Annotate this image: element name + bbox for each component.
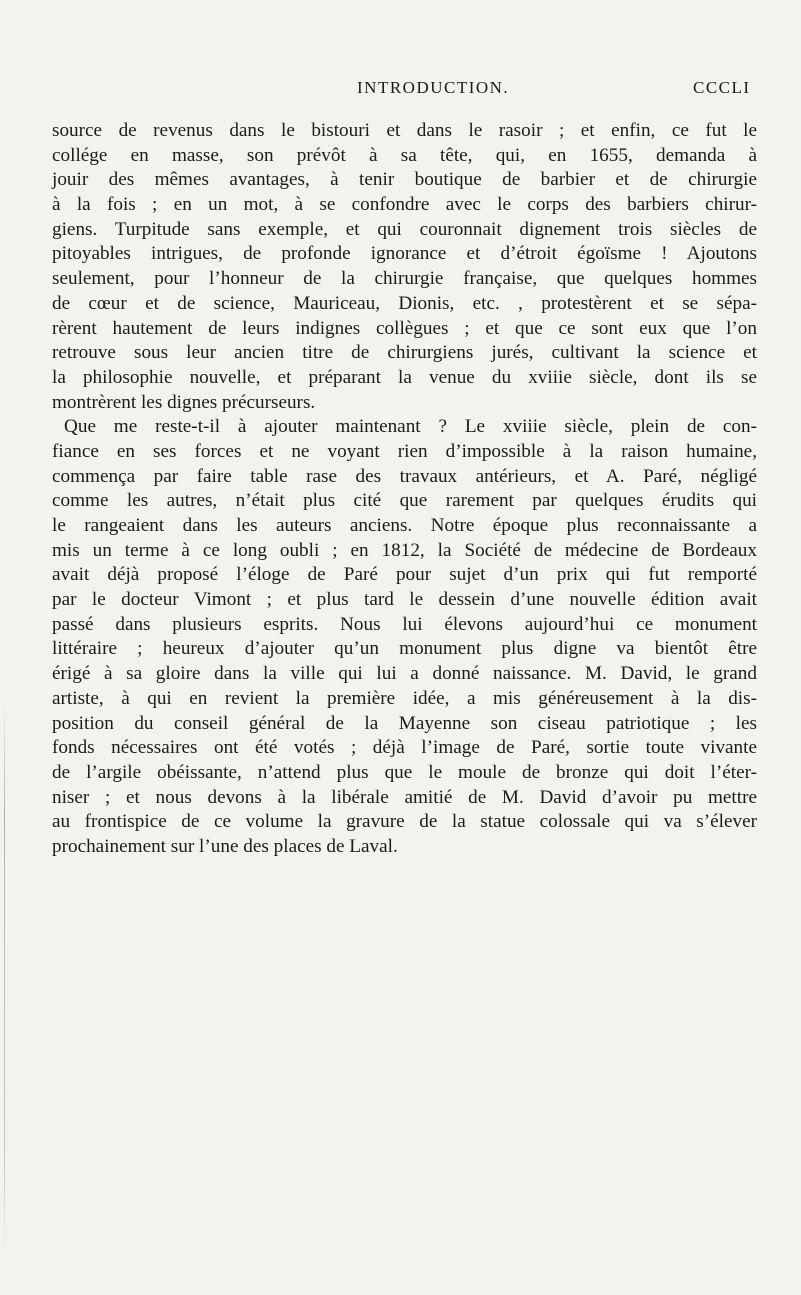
text-line: de l’argile obéissante, n’attend plus que le moule de bronze qui doit l’éter-	[52, 761, 757, 783]
text-line: à la fois ; en un mot, à se confondre avec le corps des barbiers chirur-	[52, 194, 757, 216]
text-line: mis un terme à ce long oubli ; en 1812, la Société de médecine de Bordeaux	[52, 539, 757, 561]
text-line: Que me reste-t-il à ajouter maintenant ? Le xviiie siècle, plein de con-	[64, 416, 757, 438]
running-head: INTRODUCTION.	[357, 78, 510, 97]
text-line: source de revenus dans le bistouri et dans le rasoir ; et enfin, ce fut le	[52, 120, 757, 141]
text-line: érigé à sa gloire dans la ville qui lui a donné naissance. M. David, le grand	[52, 663, 757, 685]
text-line: au frontispice de ce volume la gravure de la statue colossale qui va s’élever	[52, 811, 757, 833]
text-line: comme les autres, n’était plus cité que rarement par quelques érudits qui	[52, 490, 757, 512]
body-text	[52, 119, 757, 860]
text-line: de cœur et de science, Mauriceau, Dionis, etc. , protestèrent et se sépa-	[52, 292, 757, 314]
text-line: niser ; et nous devons à la libérale amitié de M. David d’avoir pu mettre	[52, 786, 757, 808]
page-header	[0, 78, 801, 102]
text-line: giens. Turpitude sans exemple, et qui couronnait dignement trois siècles de	[52, 218, 757, 240]
text-line: collége en masse, son prévôt à sa tête, qui, en 1655, demanda à	[52, 144, 757, 166]
text-line: pitoyables intrigues, de profonde ignorance et d’étroit égoïsme ! Ajoutons	[52, 243, 757, 265]
text-line: jouir des mêmes avantages, à tenir boutique de barbier et de chirurgie	[52, 169, 757, 191]
text-line: avait déjà proposé l’éloge de Paré pour sujet d’un prix qui fut remporté	[52, 564, 757, 586]
text-line: seulement, pour l’honneur de la chirurgie française, que quelques hommes	[52, 268, 757, 290]
text-line: commença par faire table rase des travaux antérieurs, et A. Paré, négligé	[52, 465, 757, 487]
text-line: par le docteur Vimont ; et plus tard le dessein d’une nouvelle édition avait	[52, 589, 757, 611]
text-line: le rangeaient dans les auteurs anciens. Notre époque plus reconnaissante a	[52, 515, 757, 536]
text-line: artiste, à qui en revient la première idée, a mis généreusement à la dis-	[52, 687, 757, 709]
text-line: prochainement sur l’une des places de Laval.	[52, 835, 398, 857]
text-line: position du conseil général de la Mayenne son ciseau patriotique ; les	[52, 712, 757, 734]
text-line: montrèrent les dignes précurseurs.	[52, 391, 316, 413]
text-line: passé dans plusieurs esprits. Nous lui élevons aujourd’hui ce monument	[52, 613, 757, 635]
text-line: rèrent hautement de leurs indignes collègues ; et que ce sont eux que l’on	[52, 317, 757, 339]
text-line: la philosophie nouvelle, et préparant la venue du xviiie siècle, dont ils se	[52, 366, 757, 388]
page-number: CCCLI	[693, 78, 751, 97]
text-line: fiance en ses forces et ne voyant rien d’impossible à la raison humaine,	[52, 440, 757, 462]
page-edge-shadow	[4, 700, 5, 1260]
text-line: retrouve sous leur ancien titre de chirurgiens jurés, cultivant la science et	[52, 342, 757, 364]
text-line: fonds nécessaires ont été votés ; déjà l’image de Paré, sortie toute vivante	[52, 737, 757, 759]
text-line: littéraire ; heureux d’ajouter qu’un monument plus digne va bientôt être	[52, 638, 757, 660]
